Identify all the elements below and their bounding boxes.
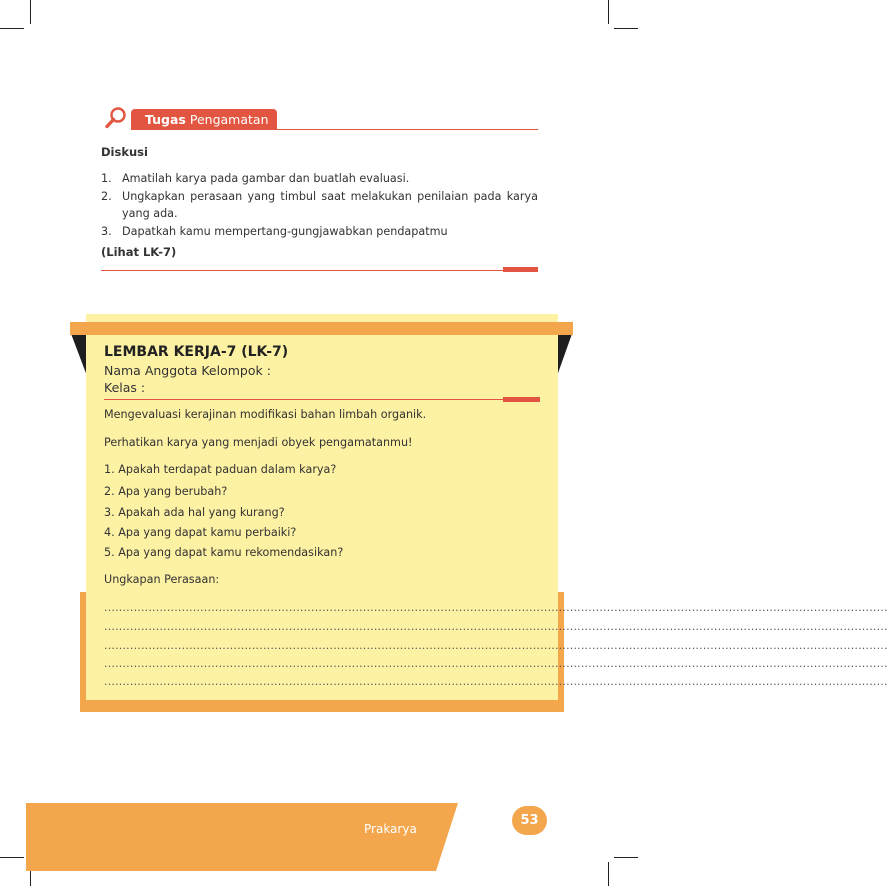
list-item <box>101 223 538 241</box>
crop-mark <box>30 0 31 24</box>
list-item <box>101 170 538 188</box>
task-tag-rule <box>131 129 538 130</box>
question-item: 2. Apa yang berubah? <box>104 485 228 498</box>
question-item: 5. Apa yang dapat kamu rekomendasikan? <box>104 546 344 559</box>
item-text: Amatilah karya pada gambar dan buatlah evaluasi. <box>122 172 410 185</box>
footer-subject: Prakarya <box>364 822 417 836</box>
answer-line[interactable]: .................................................................................................................................................................................................................... <box>104 639 888 652</box>
discussion-heading: Diskusi <box>101 145 148 159</box>
item-number: 3. <box>101 224 112 238</box>
item-text: Dapatkah kamu mempertang-gungjawabkan pendapatmu <box>122 224 448 238</box>
worksheet-intro: Mengevaluasi kerajinan modifikasi bahan limbah organik. <box>104 408 427 421</box>
crop-mark <box>0 28 24 29</box>
fold-shadow-right <box>557 331 573 376</box>
worksheet-top-bar <box>70 322 573 335</box>
footer-band <box>26 803 458 871</box>
task-tag-bold: Tugas <box>145 112 186 127</box>
worksheet-reference: (Lihat LK-7) <box>101 245 177 259</box>
worksheet-divider-accent <box>503 397 540 402</box>
task-list <box>101 170 538 240</box>
answer-line[interactable]: .................................................................................................................................................................................................................... <box>104 675 888 688</box>
page-number: 53 <box>512 806 547 835</box>
list-item <box>101 188 538 223</box>
fold-shadow-left <box>70 331 87 376</box>
crop-mark <box>608 862 609 886</box>
group-members-label: Nama Anggota Kelompok : <box>104 363 271 378</box>
worksheet-divider <box>104 399 540 400</box>
crop-mark <box>608 0 609 24</box>
crop-mark <box>614 28 638 29</box>
section-divider <box>101 270 538 271</box>
magnifier-icon <box>104 106 128 130</box>
worksheet-title: LEMBAR KERJA-7 (LK-7) <box>104 344 289 360</box>
answer-line[interactable]: .................................................................................................................................................................................................................... <box>104 620 888 633</box>
question-item: 3. Apakah ada hal yang kurang? <box>104 506 285 519</box>
task-tag <box>131 109 277 130</box>
class-label: Kelas : <box>104 380 146 395</box>
crop-mark <box>614 857 638 858</box>
task-tag-text: Pengamatan <box>189 112 269 127</box>
crop-mark <box>0 857 24 858</box>
feelings-label: Ungkapan Perasaan: <box>104 573 220 586</box>
question-item: 4. Apa yang dapat kamu perbaiki? <box>104 526 297 539</box>
question-item: 1. Apakah terdapat paduan dalam karya? <box>104 463 337 476</box>
worksheet-instruction: Perhatikan karya yang menjadi obyek pengamatanmu! <box>104 436 413 449</box>
item-number: 2. <box>101 189 112 203</box>
divider-accent <box>503 267 538 272</box>
answer-line[interactable]: .................................................................................................................................................................................................................... <box>104 657 888 670</box>
item-text: Ungkapkan perasaan yang timbul saat melakukan penilaian pada karya yang ada. <box>122 189 538 220</box>
item-number: 1. <box>101 172 112 185</box>
answer-line[interactable]: .................................................................................................................................................................................................................... <box>104 601 888 614</box>
